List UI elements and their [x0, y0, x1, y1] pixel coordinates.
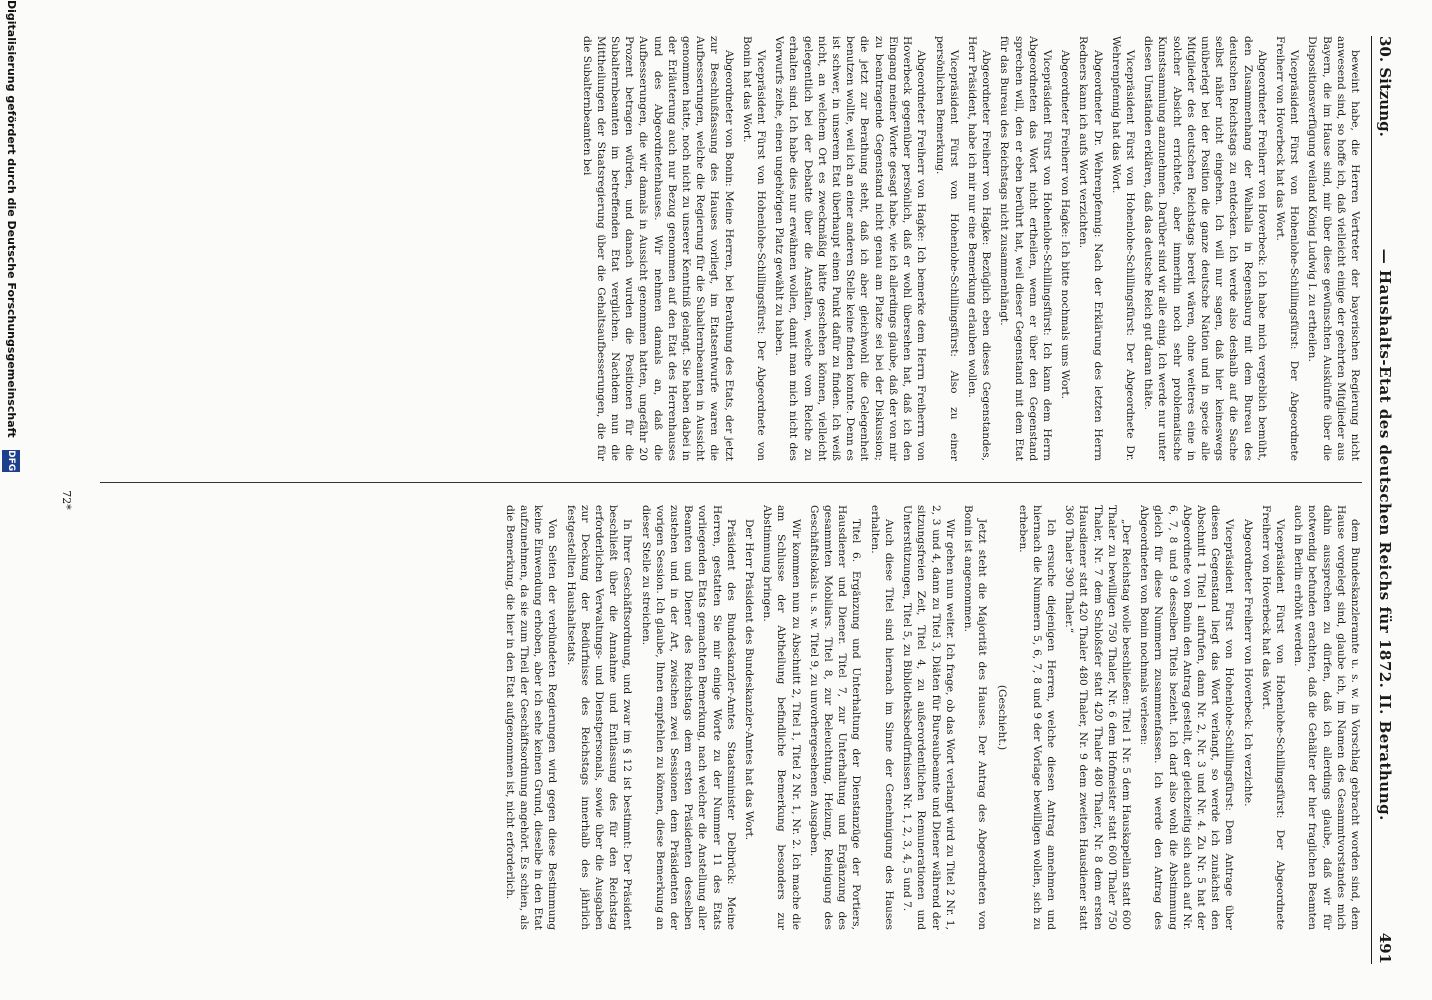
- paragraph: „Der Reichstag wolle beschließen: Titel 1 Nr. 5 dem Hauskapellan statt 600 Thaler zu bewilligen 750 Thaler, Nr. 6 dem Hofmeister statt 600 Thaler 750 Thaler, Nr. 7 dem Schloßsfer statt 420 Thaler 480 Thaler, Nr. 8 dem ersten Hausdiener statt 420 Thaler 480 Thaler, Nr. 9 dem zweiten Hausdiener statt 360 Thaler 390 Thaler.“: [1063, 505, 1132, 930]
- paragraph: Wir kommen nun zu Abschnitt 2, Titel 1, Titel 2 Nr. 1, Nr. 2. Ich mache die am Schlusse der Abtheilung befindliche Bemerkung besonders zur Abstimmung bringen.: [761, 505, 802, 930]
- paragraph: Wir gehen nun weiter. Ich frage, ob das Wort verlangt wird zu Titel 2 Nr. 1, 2, 3 und 4, dann zu Titel 3, Diäten für Bureaubeamte und Diener während der sitzungsfreien Zeit, Titel 4, zu außerordentlichen Remunerationen und Unterstützungen, Titel 5, zu Bibliotheksbedürfnissen Nr. 1, 2, 3, 4, 5 und 7.: [901, 505, 956, 930]
- paragraph: Abgeordneter Freiherr von Hagke: Ich bitte nochmals ums Wort.: [1059, 50, 1072, 399]
- header-title: — Haushalts-Etat des deutschen Reichs für 1872. II. Berathung.: [1376, 248, 1394, 821]
- paragraph: Der Herr Präsident des Bundeskanzler-Amtes hat das Wort.: [743, 519, 756, 841]
- paragraph: (Geschieht.): [996, 684, 1009, 751]
- right-column: [100, 505, 1362, 930]
- paragraph: In Ihrer Geschäftsordnung, und zwar im § 12 ist bestimmt: Der Präsident beschließt über die Annahme und Entlassung des für den Reichstag erforderlichen Verwaltungs- und Dienstpersonals, sowie über die Ausgaben zur Deckung der Bedürfnisse des Reichstags innerhalb des jährlich festgestellten Haushaltsetats.: [564, 505, 634, 930]
- dfg-logo: DFG: [3, 450, 21, 472]
- header-session: 30. Sitzung.: [1376, 36, 1394, 137]
- paragraph: Von Seiten der verbündeten Regierungen wird gegen diese Bestimmung keine Einwendung erhoben, aber ich sehe keinen Grund, dieselbe in den Etat aufzunehmen, da sie zum Theil der Geschäftsordnung angehört. Es schien, als die Bemerkung, die hier in den Etat aufgenommen ist, nicht erforderlich.: [503, 505, 559, 930]
- signature-mark: 72*: [60, 490, 73, 510]
- paragraph: Vicepräsident Fürst von Hohenlohe-Schillingsfürst: Der Abgeordnete Freiherr von Hoverbeck hat das Wort.: [1273, 36, 1301, 461]
- paragraph: Titel 6. Ergänzung und Unterhaltung der Dienstanzüge der Portiers, Hausdiener und Diener. Titel 7, zur Unterhaltung und Ergänzung des gesammten Mobiliars. Titel 8, zur Beleuchtung, Heizung, Reinigung des Geschäftslokals u. s. w. Titel 9, zu unvorhergesehenen Ausgaben.: [807, 505, 863, 930]
- paragraph: Abgeordneter Freiherr von Hagke: Ich bemerke dem Herrn Freiherrn von Hoverbeck gegenüber persönlich, daß er wohl übersehen hat, daß ich den Eingang meiner Worte gesagt habe, wie ich allerdings glaube, daß der von mir zu beantragende Gegenstand nicht genau am Platze sei bei der Diskussion; die jetzt zur Berathung steht, daß ich aber gleichwohl die Gelegenheit benutzen wollte, weil ich an einer anderen Stelle keine finden konnte. Denn es ist schwer, in unserem Etat überhaupt einen Punkt dafür zu finden. Ich weiß nicht, an welchem Ort es zweckmäßig hätte geschehen können, vielleicht gelegentlich bei der Debatte über die Anstalten, welche vom Reiche zu erhalten sind. Ich habe dies nur erwähnen wollen, damit man mich nicht des Vorwurfs zeihe, einen ungehörigen Platz gewählt zu haben.: [773, 36, 928, 461]
- paragraph: Vicepräsident Fürst von Hohenlohe-Schillingsfürst: Also zu einer persönlichen Bemerkung.: [933, 36, 960, 461]
- column-divider: [100, 482, 1362, 483]
- paragraph: beweint habe, die Herren Vertreter der bayerischen Regierung nicht anwesend sind, so hoffe ich, daß vielleicht einige der geehrten Mitglieder aus Bayern, die im Hause sind, mir über diese gewünschten Auskünfte über die Dispositionsverfügung weiland König Ludwig I. zu ertheilen.: [1306, 36, 1361, 461]
- paragraph: Vicepräsident Fürst von Hohenlohe-Schillingsfürst: Ich kann dem Herrn Abgeordneten das Wort nicht ertheilen, wenn er über den Gegenstand sprechen will, den er eben berührt hat, weil dieser Gegenstand mit dem Etat für das Bureau des Reichstags nicht zusammenhängt.: [998, 36, 1053, 461]
- paragraph: Vicepräsident Fürst von Hohenlohe-Schillingsfürst: Der Abgeordnete Freiherr von Hoverbeck hat das Wort.: [1259, 505, 1286, 930]
- paragraph: Abgeordneter Freiherr von Hoverbeck: Ich habe mich vergeblich bemüht, den Zusammenhang der Walhalla in Regensburg mit dem Bureau des deutschen Reichstags zu entdecken. Ich werde also deshalb auf die Sache selbst näher nicht eingehen. Ich will nur sagen, daß hier keineswegs unüberlegt bei der Position die ganze deutsche Nation und in specie alle Mitglieder des deutschen Reichstags bereit wären, ohne weiteres eine in solcher Absicht errichtete, aber immerhin noch sehr problematische Kunstsammlung anzunehmen. Darüber sind wir alle einig. Ich werde nur unter diesen Umständen erklären, daß das deutsche Reich gut daran thäte.: [1142, 36, 1268, 461]
- paragraph: Auch diese Titel sind hiernach im Sinne der Genehmigung des Hauses erhalten.: [868, 505, 895, 930]
- paragraph: dem Bundeskanzleramte u. s. w. in Vorschlag gebracht worden sind, dem Hause vorgelegt sind, glaube ich, im Namen des Gesammtvorstandes mich dahin aussprechen zu dürfen, daß ich allerdings glaube, daß wir für notwendig befunden erachten, daß die Gehälter der hier fraglichen Beamten auch in Berlin erhöht werden.: [1292, 505, 1361, 930]
- paragraph: Vicepräsident Fürst von Hohenlohe-Schillingsfürst: Dem Antrage über diesen Gegenstand liegt das Wort verlangt, so werde ich zunächst den Abschnitt 1 Titel 1 aufrufen, dann Nr. 2, Nr. 3 und Nr. 4. Zu Nr. 5 hat der Abgeordnete von Bonin den Antrag gestellt, der gleichzeitig sich auch auf Nr. 6, 7, 8 und 9 desselben Titels bezieht. Ich darf also wohl die Abstimmung gleich für diese Nummern zusammenfassen. Ich werde den Antrag des Abgeordneten von Bonin nochmals verlesen:: [1138, 505, 1236, 930]
- paragraph: Präsident des Bundeskanzler-Amtes Staatsminister Delbrück: Meine Herren, gestatten Sie mir einige Worte zu der Nummer 11 des Etats vorliegenden Etats gemachten Bemerkung, nach welcher die Anstellung aller Beamten und Diener des Reichstags dem ersten Präsidenten desselben zustehen und in der Art, zwischen zwei Sessionen dem Präsidenten der vorigen Session. Ich glaube, Ihnen empfehlen zu können, diese Bemerkung an dieser Stelle zu streichen.: [639, 505, 737, 930]
- paragraph: Vicepräsident Fürst von Hohenlohe-Schillingsfürst: Der Abgeordnete von Bonin hat das Wort.: [740, 36, 768, 461]
- credit-text: Digitalisierung gefördert durch die Deutsche Forschungsgemeinschaft: [5, 0, 18, 438]
- paragraph: Abgeordneter Freiherr von Hagke: Bezüglich eben dieses Gegenstandes, Herr Präsident, habe ich mir nur eine Bemerkung erlauben wollen.: [965, 36, 993, 461]
- paragraph: Vicepräsident Fürst von Hohenlohe-Schillingsfürst: Der Abgeordnete Dr. Wehrenpfennig hat das Wort.: [1109, 36, 1136, 461]
- left-column: [100, 36, 1362, 461]
- paragraph: Ich ersuche diejenigen Herren, welche diesen Antrag annehmen und hiernach die Nummern 5, 6, 7, 8 und 9 der Vorlage bewilligen wollen, sich zu erheben.: [1016, 505, 1057, 930]
- paragraph: Abgeordneter von Bonin: Meine Herren, bei Berathung des Etats, der jetzt zur Beschlußfassung des Hauses vorliegt, im Etatsentwurfe waren die Aufbesserungen, welche die Regierung für die Subalternbeamten in Aussicht genommen hatte, noch nicht zu unserer Kenntniß gelangt. Sie haben dabei in der Erläuterung auch nur Bezug genommen auf den Etat des Herrenhauses und des Abgeordnetenhauses. Wir nehmen damals an, daß die Aufbesserungen, die wir damals in Aussicht genommen hatten, ungefähr 20 Prozent betragen würden, und danach wurden die Positionen für die Subalternbeamten im betreffenden Etat verglichen. Nachdem nun die Mittheilungen der Staatsregierung über die Gehaltsaufbesserungen, die für die Subalternbeamten bei: [580, 36, 735, 461]
- paragraph: Jetzt steht die Majorität des Hauses. Der Antrag des Abgeordneten von Bonin ist angenommen.: [961, 505, 989, 930]
- page-header: [1371, 36, 1404, 964]
- paragraph: Abgeordneter Freiherr von Hoverbeck: Ich verzichte.: [1241, 519, 1254, 807]
- paragraph: Abgeordneter Dr. Wehrenpfennig: Nach der Erklärung des letzten Herrn Redners kann ich aufs Wort verzichten.: [1077, 36, 1104, 461]
- digitization-credit: [0, 0, 23, 1000]
- page-number: 491: [1376, 932, 1394, 964]
